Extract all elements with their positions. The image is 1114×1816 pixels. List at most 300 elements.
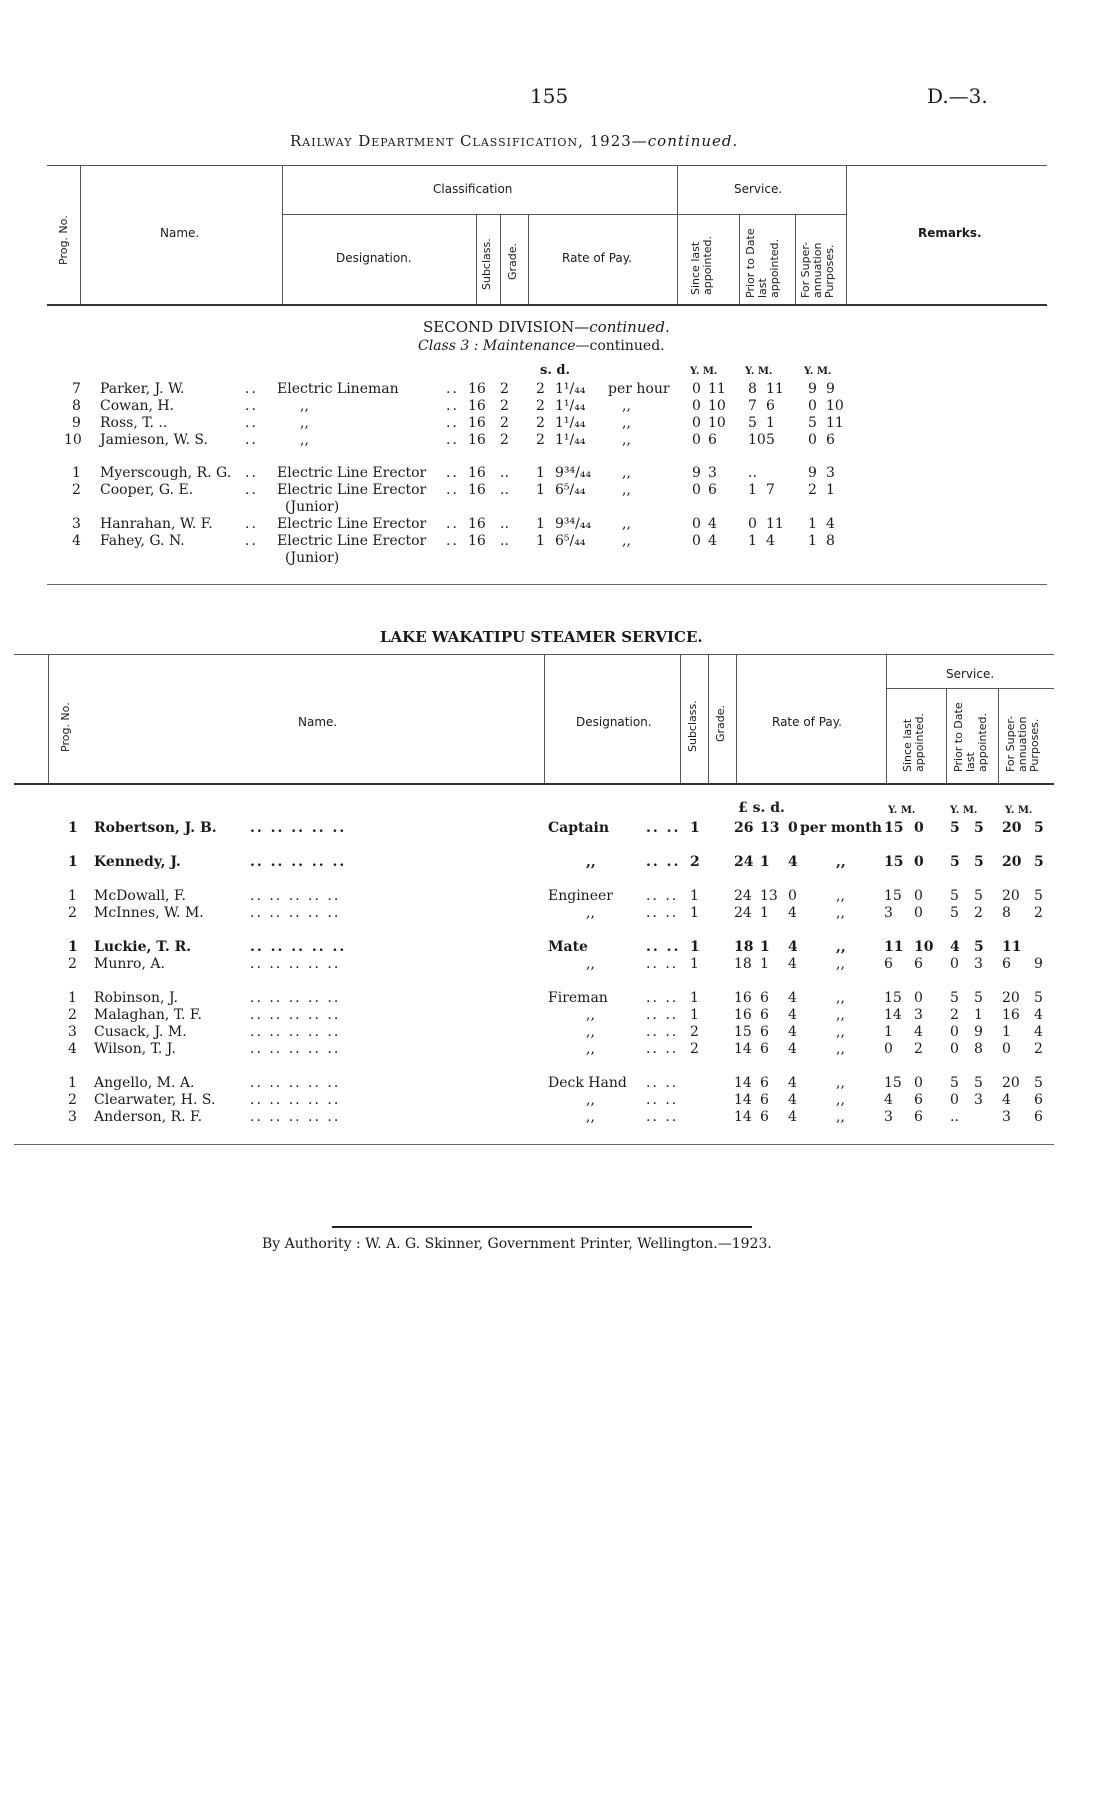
pay-period: ,,	[836, 939, 846, 955]
name: Kennedy, J.	[94, 854, 181, 870]
pay-pounds: 14	[734, 1109, 752, 1125]
t1-col-since: Since last appointed.	[689, 235, 714, 295]
t2-units-ym-3: Y. M.	[1005, 805, 1033, 816]
title-main: Railway Department Classification, 1923	[290, 132, 632, 150]
t1-col-super: For Super-annuation Purposes.	[799, 241, 836, 298]
prior-months: 7	[766, 482, 775, 498]
t1-col-classification: Classification	[433, 182, 513, 196]
super-months: 4	[826, 516, 835, 532]
super-months: 6	[1034, 1109, 1043, 1125]
since-years: 0	[692, 398, 701, 414]
prior-years: 2	[950, 1007, 959, 1023]
since-years: 0	[884, 1041, 893, 1057]
designation: Electric Lineman	[277, 381, 399, 397]
leader-dots: ..	[446, 381, 459, 397]
prog-no: 3	[72, 516, 81, 532]
since-years: 0	[692, 381, 701, 397]
prior-years: 5	[950, 1075, 959, 1091]
title-continued: —continued.	[631, 132, 739, 150]
super-years: 11	[1002, 939, 1022, 955]
leader-dots: ..	[446, 533, 459, 549]
since-years: 0	[692, 415, 701, 431]
since-years: 3	[884, 1109, 893, 1125]
designation-line2: (Junior)	[285, 499, 340, 515]
pay-pounds: 16	[734, 990, 752, 1006]
pay-pounds: 18	[734, 956, 752, 972]
super-months: 5	[1034, 888, 1043, 904]
designation: ,,	[586, 1007, 595, 1023]
t2-col-super: For Super-annuation Purposes.	[1004, 715, 1041, 772]
section-heading: LAKE WAKATIPU STEAMER SERVICE.	[380, 628, 703, 646]
subclass: 2	[690, 1024, 699, 1040]
pay-shillings: 1	[760, 905, 769, 921]
name: Cowan, H.	[100, 398, 175, 414]
since-years: 9	[692, 465, 701, 481]
t2-col-name: Name.	[298, 715, 338, 729]
t2-col-prior: Prior to Date last appointed.	[952, 702, 989, 772]
pay-pounds: 24	[734, 905, 752, 921]
since-years: 0	[692, 533, 701, 549]
designation: ,,	[586, 1092, 595, 1108]
t1-col-designation: Designation.	[336, 251, 412, 265]
pay-pounds: 14	[734, 1041, 752, 1057]
document-reference: D.—3.	[927, 84, 988, 108]
prior-months: 11	[766, 381, 784, 397]
prior-years: 5	[950, 905, 959, 921]
prior-years: 4	[950, 939, 960, 955]
since-years: 0	[692, 482, 701, 498]
grade: 2	[500, 415, 509, 431]
pay-pounds: 24	[734, 888, 752, 904]
since-years: 4	[884, 1092, 893, 1108]
leader-dots: .. .. .. .. ..	[250, 956, 341, 972]
pay-shillings: 2	[536, 432, 545, 448]
subclass: 16	[468, 465, 486, 481]
name: Luckie, T. R.	[94, 939, 192, 955]
since-months: 6	[914, 1109, 923, 1125]
name: Myerscough, R. G.	[100, 465, 232, 481]
since-months: 10	[708, 398, 726, 414]
pay-shillings: 6	[760, 1041, 769, 1057]
since-months: 4	[708, 533, 717, 549]
since-months: 0	[914, 820, 924, 836]
name: Ross, T. ..	[100, 415, 168, 431]
since-years: 6	[884, 956, 893, 972]
leader-dots: .. .. .. .. ..	[250, 1041, 341, 1057]
pay-shillings: 6	[760, 1007, 769, 1023]
pay-pounds: 26	[734, 820, 754, 836]
name: Hanrahan, W. F.	[100, 516, 213, 532]
super-months: 1	[826, 482, 835, 498]
prog-no: 9	[72, 415, 81, 431]
prior-years: 0	[950, 956, 959, 972]
t1-units-ym-3: Y. M.	[804, 366, 832, 377]
subclass: 1	[690, 1007, 699, 1023]
designation: Mate	[548, 939, 588, 955]
prior-months: 9	[974, 1024, 983, 1040]
prior-months: 6	[766, 398, 775, 414]
super-years: 8	[1002, 905, 1011, 921]
pay-period: ,,	[622, 465, 631, 481]
super-months: 9	[826, 381, 835, 397]
leader-dots: .. ..	[646, 990, 679, 1006]
leader-dots: .. .. .. .. ..	[250, 1007, 341, 1023]
super-years: 4	[1002, 1092, 1011, 1108]
super-years: 16	[1002, 1007, 1020, 1023]
leader-dots: ..	[245, 381, 258, 397]
prior-years: 0	[950, 1024, 959, 1040]
grade: 2	[500, 381, 509, 397]
leader-dots: ..	[446, 432, 459, 448]
t1-units-ym-1: Y. M.	[690, 366, 718, 377]
pay-pence: 4	[788, 1024, 797, 1040]
grade: ..	[500, 516, 509, 532]
since-years: 15	[884, 1075, 902, 1091]
since-months: 6	[914, 956, 923, 972]
name: Malaghan, T. F.	[94, 1007, 202, 1023]
prog-no: 3	[68, 1024, 77, 1040]
designation: Deck Hand	[548, 1075, 627, 1091]
grade: ..	[500, 482, 509, 498]
super-months: 5	[1034, 854, 1044, 870]
prior-months: 5	[974, 939, 984, 955]
leader-dots: .. .. .. .. ..	[250, 854, 347, 870]
subclass: 16	[468, 381, 486, 397]
pay-shillings: 1	[760, 956, 769, 972]
pay-pence: 4	[788, 1109, 797, 1125]
leader-dots: .. ..	[646, 956, 679, 972]
pay-shillings: 6	[760, 1024, 769, 1040]
since-years: 11	[884, 939, 904, 955]
pay-pence: 1¹/₄₄	[555, 381, 586, 397]
pay-pounds: 24	[734, 854, 754, 870]
super-years: 5	[808, 415, 817, 431]
pay-shillings: 6	[760, 1075, 769, 1091]
designation: Captain	[548, 820, 610, 836]
leader-dots: ..	[446, 398, 459, 414]
designation-line2: (Junior)	[285, 550, 340, 566]
leader-dots: .. ..	[646, 1041, 679, 1057]
leader-dots: ..	[446, 465, 459, 481]
pay-pounds: 18	[734, 939, 754, 955]
super-years: 20	[1002, 854, 1022, 870]
t1-col-prior: Prior to Date last appointed.	[744, 228, 781, 298]
prog-no: 2	[68, 905, 77, 921]
page-title	[290, 132, 738, 150]
leader-dots: .. ..	[646, 888, 679, 904]
leader-dots: .. ..	[646, 939, 681, 955]
t2-col-since: Since last appointed.	[901, 712, 926, 772]
t2-units-lsd: £ s. d.	[738, 800, 785, 816]
pay-pence: 1¹/₄₄	[555, 398, 586, 414]
t2-units-ym-2: Y. M.	[950, 805, 978, 816]
designation: ,,	[586, 1109, 595, 1125]
since-years: 0	[692, 516, 701, 532]
super-months: 4	[1034, 1024, 1043, 1040]
leader-dots: ..	[245, 516, 258, 532]
prog-no: 2	[68, 956, 77, 972]
super-years: 1	[808, 516, 817, 532]
pay-pence: 4	[788, 956, 797, 972]
grade: 2	[500, 432, 509, 448]
pay-period: ,,	[836, 888, 845, 904]
pay-pounds: 16	[734, 1007, 752, 1023]
leader-dots: .. .. .. .. ..	[250, 1024, 341, 1040]
pay-shillings: 1	[536, 516, 545, 532]
since-years: 15	[884, 854, 904, 870]
super-months: 8	[826, 533, 835, 549]
prior-months: 5	[974, 854, 984, 870]
prog-no: 4	[68, 1041, 77, 1057]
leader-dots: .. .. .. .. ..	[250, 1075, 341, 1091]
since-years: 1	[884, 1024, 893, 1040]
pay-pence: 0	[788, 888, 797, 904]
pay-pounds: 14	[734, 1075, 752, 1091]
prior-years: 5	[748, 415, 757, 431]
pay-period: ,,	[836, 1092, 845, 1108]
name: Robinson, J.	[94, 990, 178, 1006]
since-months: 6	[708, 482, 717, 498]
name: McDowall, F.	[94, 888, 186, 904]
pay-period: per month	[800, 820, 882, 836]
prog-no: 1	[68, 939, 78, 955]
leader-dots: .. ..	[646, 1007, 679, 1023]
pay-pence: 4	[788, 990, 797, 1006]
pay-period: ,,	[622, 482, 631, 498]
prior-months: 1	[974, 1007, 983, 1023]
pay-period: ,,	[622, 432, 631, 448]
pay-pence: 4	[788, 1007, 797, 1023]
prog-no: 4	[72, 533, 81, 549]
leader-dots: .. ..	[646, 1075, 679, 1091]
pay-shillings: 1	[760, 939, 770, 955]
super-months: 3	[826, 465, 835, 481]
super-years: 9	[808, 381, 817, 397]
name: Clearwater, H. S.	[94, 1092, 216, 1108]
designation: ,,	[586, 1041, 595, 1057]
leader-dots: ..	[245, 482, 258, 498]
pay-pence: 6⁵/₄₄	[555, 533, 586, 549]
pay-shillings: 1	[760, 854, 770, 870]
leader-dots: .. ..	[646, 1024, 679, 1040]
prog-no: 1	[68, 1075, 77, 1091]
t2-col-subclass: Subclass.	[686, 700, 699, 752]
leader-dots: .. ..	[646, 1109, 679, 1125]
t2-col-service: Service.	[946, 667, 995, 681]
pay-period: ,,	[622, 516, 631, 532]
pay-shillings: 2	[536, 381, 545, 397]
footer-authority: By Authority : W. A. G. Skinner, Government Printer, Wellington.—1923.	[262, 1236, 772, 1252]
subclass: 1	[690, 939, 700, 955]
prior-months: 5	[974, 820, 984, 836]
subclass: 16	[468, 482, 486, 498]
since-months: 6	[708, 432, 717, 448]
leader-dots: .. ..	[646, 820, 681, 836]
since-months: 10	[914, 939, 934, 955]
prog-no: 1	[68, 990, 77, 1006]
designation: Engineer	[548, 888, 613, 904]
prior-years: 1	[748, 533, 757, 549]
prior-months: 8	[974, 1041, 983, 1057]
pay-period: ,,	[836, 990, 845, 1006]
pay-period: ,,	[836, 854, 846, 870]
prior-years: 5	[950, 854, 960, 870]
super-years: 0	[1002, 1041, 1011, 1057]
prior-months: 5	[974, 1075, 983, 1091]
leader-dots: .. ..	[646, 854, 681, 870]
name: Wilson, T. J.	[94, 1041, 176, 1057]
t1-col-service: Service.	[734, 182, 783, 196]
t2-col-designation: Designation.	[576, 715, 652, 729]
since-months: 0	[914, 854, 924, 870]
super-years: 9	[808, 465, 817, 481]
t1-col-rate: Rate of Pay.	[562, 251, 632, 265]
super-years: 1	[808, 533, 817, 549]
class-heading: Class 3 : Maintenance—continued.	[418, 338, 665, 354]
super-months: 2	[1034, 1041, 1043, 1057]
since-months: 0	[914, 1075, 923, 1091]
t2-col-rate: Rate of Pay.	[772, 715, 842, 729]
since-months: 6	[914, 1092, 923, 1108]
pay-shillings: 6	[760, 990, 769, 1006]
pay-period: ,,	[836, 905, 845, 921]
prog-no: 1	[68, 854, 78, 870]
pay-period: ,,	[622, 415, 631, 431]
prior-years: 5	[950, 990, 959, 1006]
grade: ..	[500, 533, 509, 549]
pay-period: ,,	[836, 1109, 845, 1125]
name: Parker, J. W.	[100, 381, 185, 397]
pay-pence: 4	[788, 1092, 797, 1108]
prog-no: 10	[64, 432, 82, 448]
leader-dots: ..	[446, 415, 459, 431]
prog-no: 2	[72, 482, 81, 498]
leader-dots: ..	[245, 432, 258, 448]
prog-no: 8	[72, 398, 81, 414]
pay-pence: 9³⁴/₄₄	[555, 465, 592, 481]
leader-dots: .. .. .. .. ..	[250, 888, 341, 904]
subclass: 16	[468, 432, 486, 448]
prior-months: 5	[974, 888, 983, 904]
since-years: 3	[884, 905, 893, 921]
prior-years: 5	[950, 820, 960, 836]
leader-dots: ..	[245, 533, 258, 549]
pay-period: ,,	[836, 1041, 845, 1057]
t1-col-subclass: Subclass.	[480, 238, 493, 290]
leader-dots: .. .. .. .. ..	[250, 1109, 341, 1125]
t1-units-sd: s. d.	[540, 363, 570, 378]
designation: Fireman	[548, 990, 608, 1006]
super-years: 1	[1002, 1024, 1011, 1040]
since-months: 10	[708, 415, 726, 431]
designation: ,,	[300, 432, 309, 448]
pay-pounds: 14	[734, 1092, 752, 1108]
since-years: 15	[884, 990, 902, 1006]
prior-years: 1	[748, 482, 757, 498]
prior-months: 5	[974, 990, 983, 1006]
prog-no: 2	[68, 1007, 77, 1023]
super-months: 2	[1034, 905, 1043, 921]
name: McInnes, W. M.	[94, 905, 204, 921]
pay-period: ,,	[836, 1007, 845, 1023]
pay-period: ,,	[836, 1024, 845, 1040]
pay-pence: 1¹/₄₄	[555, 432, 586, 448]
since-months: 4	[708, 516, 717, 532]
leader-dots: .. .. .. .. ..	[250, 939, 347, 955]
prior-months: 1	[766, 415, 775, 431]
prior-years: 8	[748, 381, 757, 397]
super-years: 6	[1002, 956, 1011, 972]
leader-dots: .. ..	[646, 1092, 679, 1108]
pay-pence: 4	[788, 1075, 797, 1091]
pay-pence: 1¹/₄₄	[555, 415, 586, 431]
name: Angello, M. A.	[94, 1075, 195, 1091]
name: Robertson, J. B.	[94, 820, 217, 836]
designation: Electric Line Erector	[277, 482, 427, 498]
name: Munro, A.	[94, 956, 165, 972]
name: Cooper, G. E.	[100, 482, 194, 498]
prior-years: 10	[748, 432, 766, 448]
subclass: 1	[690, 990, 699, 1006]
subclass: 1	[690, 905, 699, 921]
leader-dots: ..	[245, 465, 258, 481]
super-years: 0	[808, 432, 817, 448]
super-years: 3	[1002, 1109, 1011, 1125]
pay-shillings: 1	[536, 465, 545, 481]
super-months: 5	[1034, 990, 1043, 1006]
t1-units-ym-2: Y. M.	[745, 366, 773, 377]
designation: Electric Line Erector	[277, 533, 427, 549]
t1-col-prog: Prog. No.	[57, 215, 70, 265]
pay-shillings: 2	[536, 398, 545, 414]
super-years: 2	[808, 482, 817, 498]
leader-dots: ..	[446, 516, 459, 532]
pay-pence: 0	[788, 820, 798, 836]
designation: ,,	[586, 956, 595, 972]
leader-dots: ..	[446, 482, 459, 498]
grade: ..	[500, 465, 509, 481]
super-years: 20	[1002, 820, 1022, 836]
pay-shillings: 1	[536, 533, 545, 549]
designation: ,,	[586, 905, 595, 921]
prior-years: 0	[950, 1041, 959, 1057]
prior-years: ..	[748, 465, 757, 481]
prior-years: ..	[950, 1109, 959, 1125]
prior-years: 7	[748, 398, 757, 414]
prior-months: 4	[766, 533, 775, 549]
subclass: 16	[468, 533, 486, 549]
pay-shillings: 6	[760, 1092, 769, 1108]
since-months: 2	[914, 1041, 923, 1057]
since-years: 14	[884, 1007, 902, 1023]
subclass: 16	[468, 415, 486, 431]
name: Jamieson, W. S.	[100, 432, 208, 448]
leader-dots: .. .. .. .. ..	[250, 1092, 341, 1108]
prior-months: 3	[974, 1092, 983, 1108]
super-months: 5	[1034, 1075, 1043, 1091]
leader-dots: .. .. .. .. ..	[250, 990, 341, 1006]
since-years: 15	[884, 888, 902, 904]
prog-no: 3	[68, 1109, 77, 1125]
since-months: 0	[914, 905, 923, 921]
prior-years: 0	[748, 516, 757, 532]
super-months: 11	[826, 415, 844, 431]
super-months: 5	[1034, 820, 1044, 836]
super-months: 9	[1034, 956, 1043, 972]
designation: ,,	[300, 415, 309, 431]
prog-no: 1	[68, 820, 78, 836]
designation: Electric Line Erector	[277, 465, 427, 481]
